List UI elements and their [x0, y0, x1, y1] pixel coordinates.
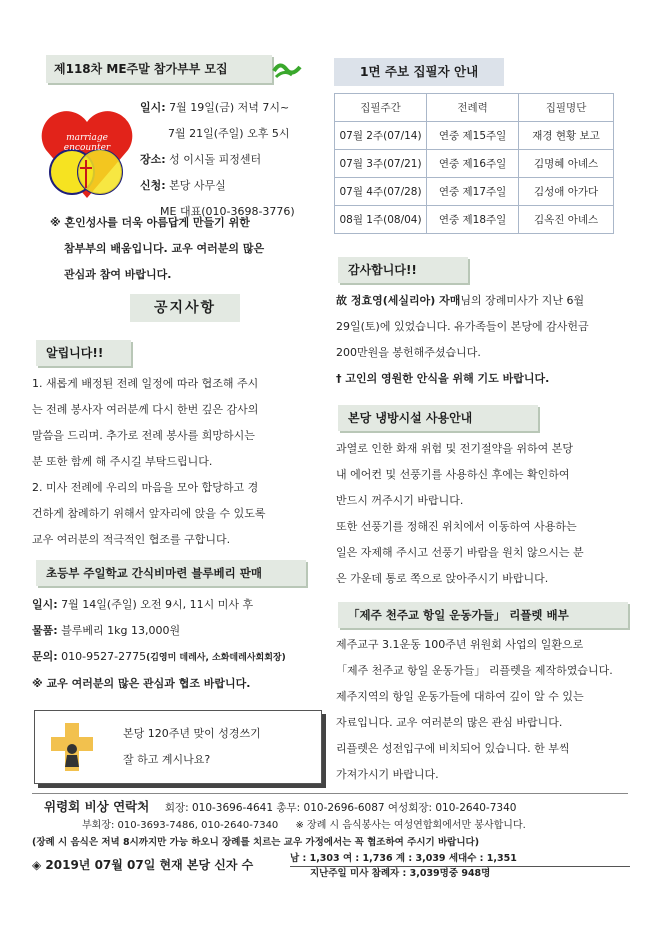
me-apply-line: 신청: 본당 사무실 [140, 179, 226, 192]
me-details [140, 95, 315, 225]
prayer-line: † 고인의 영원한 안식을 위해 기도 바랍니다. [336, 372, 550, 385]
blueberry-item: 물품: 블루베리 1kg 13,000원 [32, 624, 181, 637]
stats-title: ◈ 2019년 07월 07일 현재 본당 신자 수 [32, 858, 254, 872]
green-swirl-icon [272, 59, 302, 81]
contacts-line-3: (장례 시 음식은 저녁 8시까지만 가능 하오니 장례를 치르는 교우 가정에서는 꼭 협조하여 주시기 바랍니다) [32, 837, 480, 848]
me-banner-title: 제118차 ME주말 참가부부 모집 [46, 55, 272, 83]
contacts-line-2-note: ※ 장례 시 음식봉사는 여성연합회에서만 봉사합니다. [295, 820, 526, 831]
contacts-title: 위령회 비상 연락처 [44, 799, 150, 814]
thanks-title: 감사합니다!! [338, 257, 468, 283]
marriage-encounter-logo [38, 98, 136, 206]
svg-text:marriage: marriage [66, 133, 108, 143]
blueberry-body [32, 592, 327, 697]
me-date-line: 일시: 7월 19일(금) 저녁 7시~ [140, 101, 290, 114]
table-header-row: 집필주간 전례력 집필명단 [335, 94, 614, 122]
table-row: 07월 2주(07/14) 연중 제15주일 재경 현황 보고 [335, 122, 614, 150]
thanks-body: 故 정효영(세실리아) 자매님의 장례미사가 지난 6월 29일(토)에 있었습니다. 유가족들이 본당에 감사헌금 200만원을 봉헌해주셨습니다. † 고인의 영원한 안식을 위해 기도 바랍니다. [336, 288, 626, 392]
notice-title: 공지사항 [130, 294, 240, 322]
contacts-line-2: 부회장: 010-3693-7486, 010-2640-7340 [82, 820, 279, 831]
table-row: 07월 4주(07/28) 연중 제17주일 김성애 아가다 [335, 178, 614, 206]
writers-title: 1면 주보 집필자 안내 [334, 58, 504, 86]
contacts [32, 798, 632, 851]
me-place-line: 장소: 성 이시돌 피정센터 [140, 153, 262, 166]
contacts-line-1: 회장: 010-3696-4641 총무: 010-2696-6087 여성회장: 010-2640-7340 [164, 802, 517, 814]
bible-line-1: 본당 120주년 맞이 성경쓰기 [123, 727, 261, 740]
bible-line-2: 잘 하고 계시나요? [123, 753, 211, 766]
stats-attendance: 지난주일 미사 참례자 : 3,039명중 948명 [310, 868, 491, 879]
stats [32, 852, 632, 882]
deceased-name: 故 정효영(세실리아) 자매 [336, 294, 461, 307]
leaflet-title: 「제주 천주교 항일 운동가들」 리플렛 배부 [338, 602, 628, 628]
footer-divider [32, 793, 628, 794]
table-row: 08월 1주(08/04) 연중 제18주일 김옥진 아녜스 [335, 206, 614, 234]
bible-writing-box [34, 710, 322, 784]
me-note: ※ 혼인성사를 더욱 아름답게 만들기 위한 참부부의 배움입니다. 교우 여러분의 많은 관심과 참여 바랍니다. [50, 216, 265, 281]
svg-text:encounter: encounter [63, 143, 111, 153]
blueberry-title: 초등부 주일학교 간식비마련 블루베리 판매 [36, 560, 306, 586]
table-row: 07월 3주(07/21) 연중 제16주일 김명혜 아녜스 [335, 150, 614, 178]
me-date-line-2: 7월 21일(주일) 오후 5시 [168, 127, 290, 140]
blueberry-date: 일시: 7월 14일(주일) 오전 9시, 11시 미사 후 [32, 598, 254, 611]
alert-title: 알립니다!! [36, 340, 131, 366]
me-banner [46, 55, 276, 85]
aircon-body: 과열로 인한 화재 위험 및 전기절약을 위하여 본당 내 에어컨 및 선풍기를 사용하신 후에는 확인하여 반드시 꺼주시기 바랍니다. 또한 선풍기를 정해진 위치에서 이동하여 사용하는 일은 자제해 주시고 선풍기 바람을 원치 않으시는 분 은 가운데 통로 쪽으로 앉아주시기 바랍니다. [336, 442, 584, 585]
blueberry-contact: 문의: 010-9527-2775(김영미 데레사, 소화데레사회회장) [32, 650, 286, 663]
writers-table [334, 93, 614, 234]
leaflet-body: 제주교구 3.1운동 100주년 위원회 사업의 일환으로 「제주 천주교 항일 운동가들」 리플렛을 제작하였습니다. 제주지역의 항일 운동가들에 대하여 깊이 알 수 있는 자료입니다. 교우 여러분의 많은 관심 바랍니다. 리플렛은 성전입구에 비치되어 있습니다. 한 부씩 가져가시기 바랍니다. [336, 638, 613, 781]
aircon-title: 본당 냉방시설 사용안내 [338, 405, 538, 431]
alert-body: 1. 새롭게 배정된 전례 일정에 따라 협조해 주시 는 전례 봉사자 여러분께 다시 한번 깊은 감사의 말씀을 드리며. 추가로 전례 봉사를 희망하시는 분 또한 함께 해 주시길 부탁드립니다. 2. 미사 전례에 우리의 마음을 모아 합당하고 경 건하게 참례하기 위해서 앞자리에 앉을 수 있도록 교우 여러분의 적극적인 협조를 구합니다. [32, 377, 266, 546]
blueberry-note: ※ 교우 여러분의 많은 관심과 협조 바랍니다. [32, 677, 251, 690]
me-contact-line: ME 대표(010-3698-3776) [160, 205, 295, 218]
cross-person-icon [49, 721, 95, 773]
stats-counts: 남 : 1,303 여 : 1,736 계 : 3,039 세대수 : 1,351 [290, 852, 630, 867]
